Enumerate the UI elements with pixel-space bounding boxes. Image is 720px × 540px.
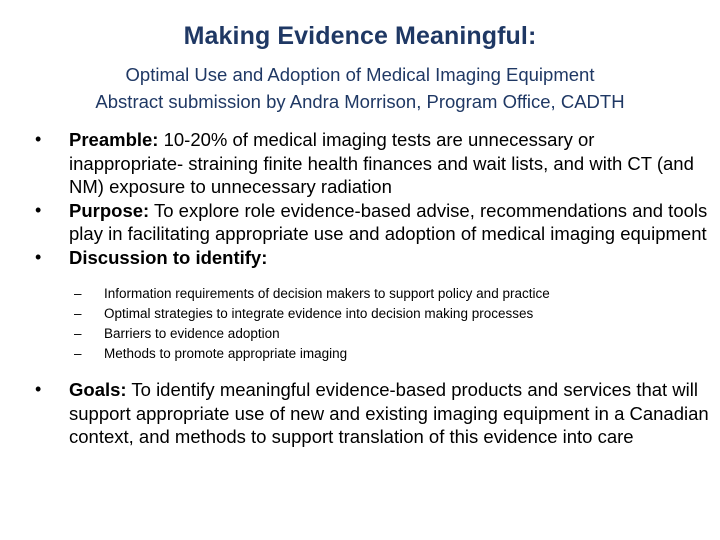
dash-marker: – (74, 306, 82, 321)
bullet-text: To identify meaningful evidence-based products and services that will support appropriate use of new and existing imaging equipment in a Canadian context, and methods to support translation of this evidence into care (69, 379, 709, 447)
bullet-purpose (33, 199, 713, 246)
bullet-label: Purpose: (69, 199, 150, 221)
subtitle-line-1: Optimal Use and Adoption of Medical Imaging Equipment (125, 64, 595, 85)
subitem-text: Information requirements of decision makers to support policy and practice (104, 286, 550, 301)
bullet-text: 10-20% of medical imaging tests are unnecessary or inappropriate- straining finite health finances and wait lists, and with CT (and NM) exposure to unnecessary radiation (69, 129, 694, 197)
dash-marker: – (74, 326, 82, 341)
bullet-label: Goals: (69, 379, 127, 400)
list-item (74, 324, 713, 344)
bullet-dot: • (35, 129, 42, 149)
bullet-label: Preamble: (69, 129, 159, 150)
list-item (74, 344, 713, 364)
dash-marker: – (74, 286, 82, 301)
list-item (74, 284, 713, 304)
subtitle-line-2: Abstract submission by Andra Morrison, Program Office, CADTH (95, 91, 625, 112)
dash-marker: – (74, 346, 82, 361)
bullet-label: Discussion to identify: (69, 246, 268, 268)
subitem-text: Methods to promote appropriate imaging (104, 346, 348, 361)
bullet-preamble (33, 128, 713, 199)
bullet-text: To explore role evidence-based advise, recommendations and tools play in facilitating appropriate use and adoption of medical imaging equipment (69, 199, 708, 244)
list-item (74, 304, 713, 324)
bullet-goals (33, 378, 713, 449)
subitem-text: Barriers to evidence adoption (104, 326, 280, 341)
slide-subtitle (0, 61, 720, 115)
slide-title: Making Evidence Meaningful: (183, 22, 537, 50)
slide-body (33, 128, 713, 449)
subitem-text: Optimal strategies to integrate evidence into decision making processes (104, 306, 534, 321)
bullet-dot: • (35, 379, 42, 399)
bullet-dot: • (35, 246, 42, 267)
bullet-discussion (33, 246, 713, 270)
discussion-subitems (33, 284, 713, 364)
bullet-dot: • (35, 199, 42, 220)
